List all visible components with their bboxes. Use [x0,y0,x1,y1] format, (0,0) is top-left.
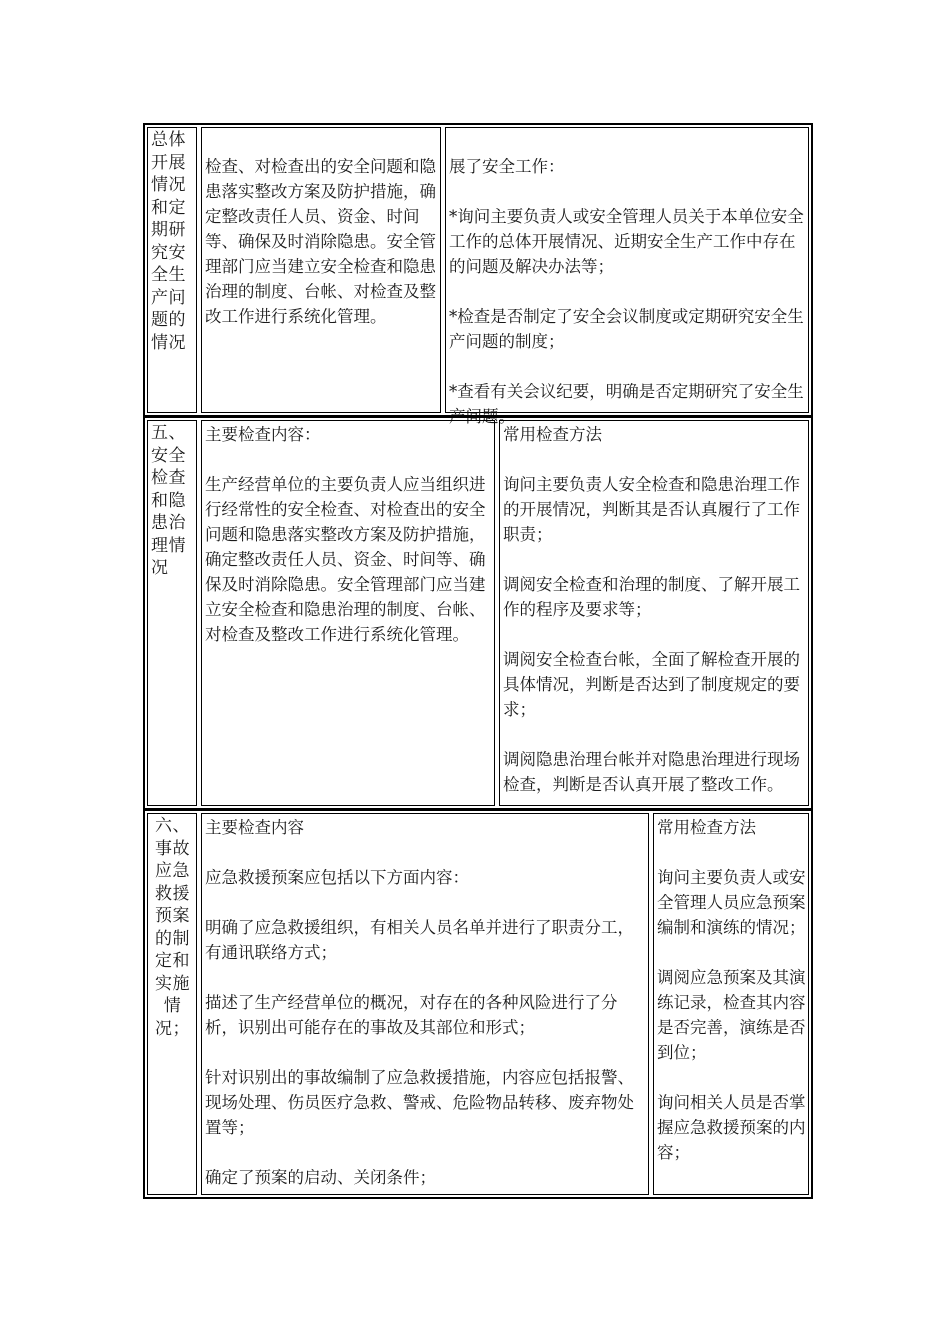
inspection-table [143,123,813,1199]
table-row-section6 [145,811,811,1197]
section6-content-4: 确定了预案的启动、关闭条件； [205,1168,436,1187]
section4-label: 总体开展情况和定期研究安全生产问题的情况 [147,127,197,413]
section5-label: 五、安全检查和隐患治理情况 [147,420,197,806]
section5-content: 生产经营单位的主要负责人应当组织进行经常性的安全检查、对检查出的安全问题和隐患落实整改方案及防护措施，确定整改责任人员、资金、时间等、确保及时消除隐患。安全管理部门应当建立安全检查和隐患治理的制度、台帐、对检查及整改工作进行系统化管理。 [205,475,486,644]
section5-method-0: 询问主要负责人安全检查和隐患治理工作的开展情况，判断其是否认真履行了工作职责； [503,475,800,544]
section5-methods-header: 常用检查方法 [503,425,602,444]
section6-content-3: 针对识别出的事故编制了应急救援措施，内容应包括报警、现场处理、伤员医疗急救、警戒、危险物品转移、废弃物处置等； [205,1068,634,1137]
section4-method-0: 展了安全工作： [449,157,565,176]
section6-content-1: 明确了应急救援组织，有相关人员名单并进行了职责分工，有通讯联络方式； [205,918,634,962]
table-row-section5 [145,418,811,808]
section4-method-1: *询问主要负责人或安全管理人员关于本单位安全工作的总体开展情况、近期安全生产工作中存在的问题及解决办法等； [449,207,804,276]
section6-methods-header: 常用检查方法 [657,818,756,837]
section6-content-cell [199,811,651,1197]
section6-method-1: 调阅应急预案及其演练记录，检查其内容是否完善，演练是否到位； [657,968,806,1062]
section4-content: 检查、对检查出的安全问题和隐患落实整改方案及防护措施，确定整改责任人员、资金、时间等、确保及时消除隐患。安全管理部门应当建立安全检查和隐患治理的制度、台帐、对检查及整改工作进行系统化管理。 [205,157,436,326]
section5-methods-cell [497,418,811,808]
section5-method-1: 调阅安全检查和治理的制度、了解开展工作的程序及要求等； [503,575,800,619]
table-row-section4 [145,125,811,415]
section5-method-3: 调阅隐患治理台帐并对隐患治理进行现场检查，判断是否认真开展了整改工作。 [503,750,800,794]
section4-method-3: *查看有关会议纪要，明确是否定期研究了安全生 [449,382,804,401]
section6-content-0: 应急救援预案应包括以下方面内容： [205,868,469,887]
section6-content-header: 主要检查内容 [205,818,304,837]
section5-content-cell [199,418,497,808]
section6-label-cell [145,811,199,1197]
section5-content-header: 主要检查内容： [205,425,321,444]
section6-content-2: 描述了生产经营单位的概况，对存在的各种风险进行了分析，识别出可能存在的事故及其部位和形式； [205,993,618,1037]
section4-label-cell [145,125,199,415]
section5-method-2: 调阅安全检查台帐，全面了解检查开展的具体情况，判断是否达到了制度规定的要求； [503,650,800,719]
section6-method-2: 询问相关人员是否掌握应急救援预案的内容； [657,1093,806,1162]
section6-label: 六、事故应急救援预案的制定和实施情况； [147,813,197,1195]
section6-methods-cell [651,811,811,1197]
section4-methods-cell [443,125,811,415]
section5-label-cell [145,418,199,808]
section4-content-cell [199,125,443,415]
section4-method-2: *检查是否制定了安全会议制度或定期研究安全生产问题的制度； [449,307,804,351]
section6-method-0: 询问主要负责人或安全管理人员应急预案编制和演练的情况； [657,868,806,937]
